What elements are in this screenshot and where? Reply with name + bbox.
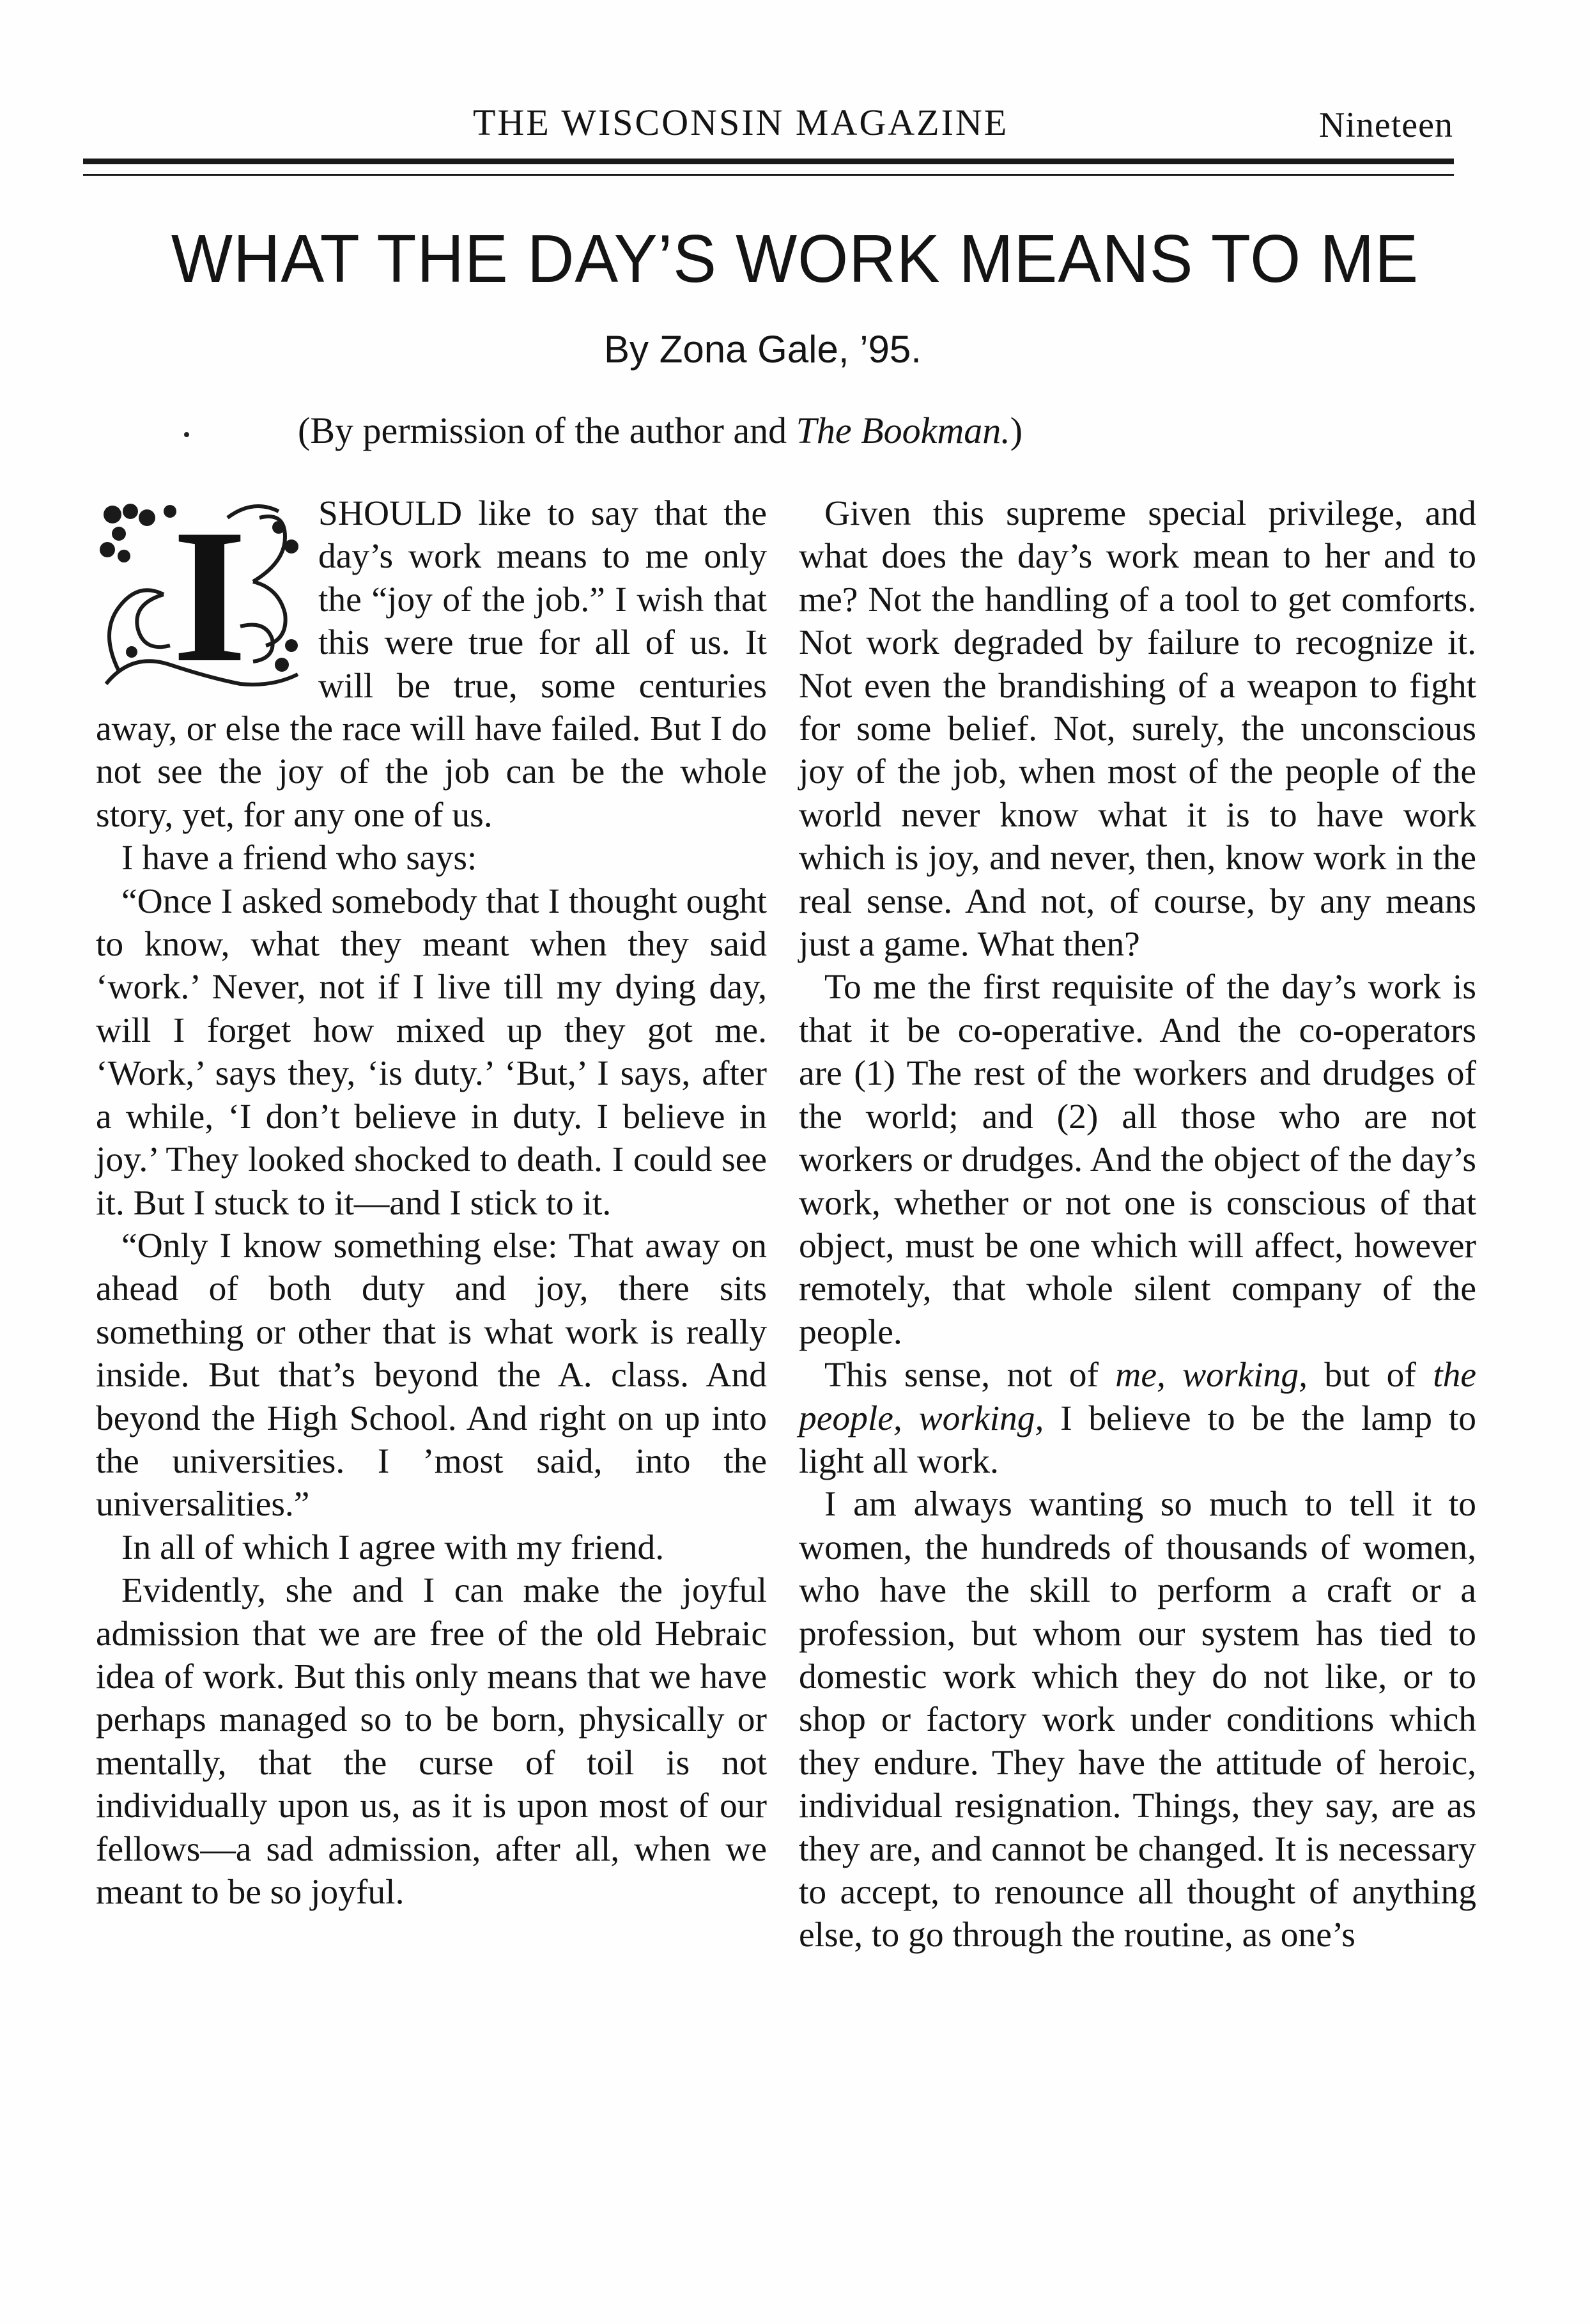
left-column bbox=[96, 492, 767, 1914]
right-column bbox=[799, 492, 1476, 1957]
paragraph: Evidently, she and I can make the joyful admission that we are free of the old Hebraic idea of work. But this only means that we have perhaps managed so to be born, physically or mentally, that the curse of toil is not individually upon us, as it is upon most of our fellows—a sad admission, after all, when we meant to be so joyful. bbox=[96, 1571, 767, 1912]
paragraph bbox=[799, 1354, 1476, 1483]
paragraph-text: SHOULD like to say that the day’s work means to me only the “joy of the job.” I wish that this were true for all of us. It will be true, some centuries away, or else the race will have failed. But I do not see the joy of the job can be the whole story, yet, for any one of us. bbox=[96, 494, 767, 835]
byline: By Zona Gale, ’95. bbox=[604, 328, 922, 371]
text-run: This sense, not of bbox=[824, 1356, 1116, 1395]
paragraph: “Once I asked somebody that I thought ought to know, what they meant when they said ‘work.’ Never, not if I live till my dying day, will I forget how mixed up they got me. ‘Work,’ says they, ‘is duty.’ ‘But,’ I says, after a while, ‘I don’t believe in duty. I believe in joy.’ They looked shocked to death. I could see it. But I stuck to it—and I stick to it. bbox=[96, 881, 767, 1223]
emphasis: the people, working, bbox=[799, 1356, 1476, 1438]
article-title: WHAT THE DAY’S WORK MEANS TO ME bbox=[171, 221, 1419, 297]
page-number: Nineteen bbox=[1318, 105, 1453, 145]
magazine-name: THE WISCONSIN MAGAZINE bbox=[473, 102, 1009, 143]
permission-note bbox=[298, 409, 1023, 452]
paragraph: In all of which I agree with my friend. bbox=[121, 1528, 665, 1567]
header-rule-thick bbox=[83, 159, 1454, 164]
paragraph: I have a friend who says: bbox=[121, 839, 477, 878]
emphasis: me, working, bbox=[1115, 1356, 1308, 1395]
permission-source: The Bookman. bbox=[796, 410, 1010, 451]
paragraph: I am always wanting so much to tell it to women, the hundreds of thousands of women, who have the skill to perform a craft or a profession, but whom our system has tied to domestic work which they do not like, or to shop or factory work under conditions which they endure. They have the attitude of heroic, individual resignation. Things, they say, are as they are, and cannot be changed. It is necessary to accept, to renounce all thought of anything else, to go through the routine, as one’s bbox=[799, 1485, 1476, 1955]
header-rule-thin bbox=[83, 174, 1454, 176]
permission-suffix: ) bbox=[1010, 410, 1023, 451]
paragraph bbox=[96, 492, 767, 837]
paragraph: “Only I know something else: That away on ahead of both duty and joy, there sits something or other that is what work is really inside. But that’s beyond the A. class. And beyond the High School. And right on up into the universities. I ’most said, into the universalities.” bbox=[96, 1226, 767, 1524]
stray-dot bbox=[184, 432, 189, 437]
permission-prefix: (By permission of the author and bbox=[298, 410, 796, 451]
drop-cap-letter: I bbox=[172, 490, 247, 702]
text-run: but of bbox=[1308, 1356, 1433, 1395]
text-run: I believe to be the lamp to light all work. bbox=[799, 1398, 1476, 1481]
drop-cap-ornament bbox=[93, 490, 304, 702]
running-head bbox=[0, 96, 1590, 147]
paragraph: To me the first requisite of the day’s work is that it be co-operative. And the co-operators are (1) The rest of the workers and drudges of the world; and (2) all those who are not workers or drudges. And the object of the day’s work, whether or not one is conscious of that object, must be one which will affect, however remotely, that whole silent company of the people. bbox=[799, 968, 1476, 1352]
paragraph: Given this supreme special privilege, and what does the day’s work mean to her and to me? Not the handling of a tool to get comforts. Not work degraded by failure to recognize it. Not even the brandishing of a weapon to fight for some belief. Not, surely, the unconscious joy of the job, when most of the people of the world never know what it is to have work which is joy, and never, then, know work in the real sense. And not, of course, by any means just a game. What then? bbox=[799, 494, 1476, 964]
